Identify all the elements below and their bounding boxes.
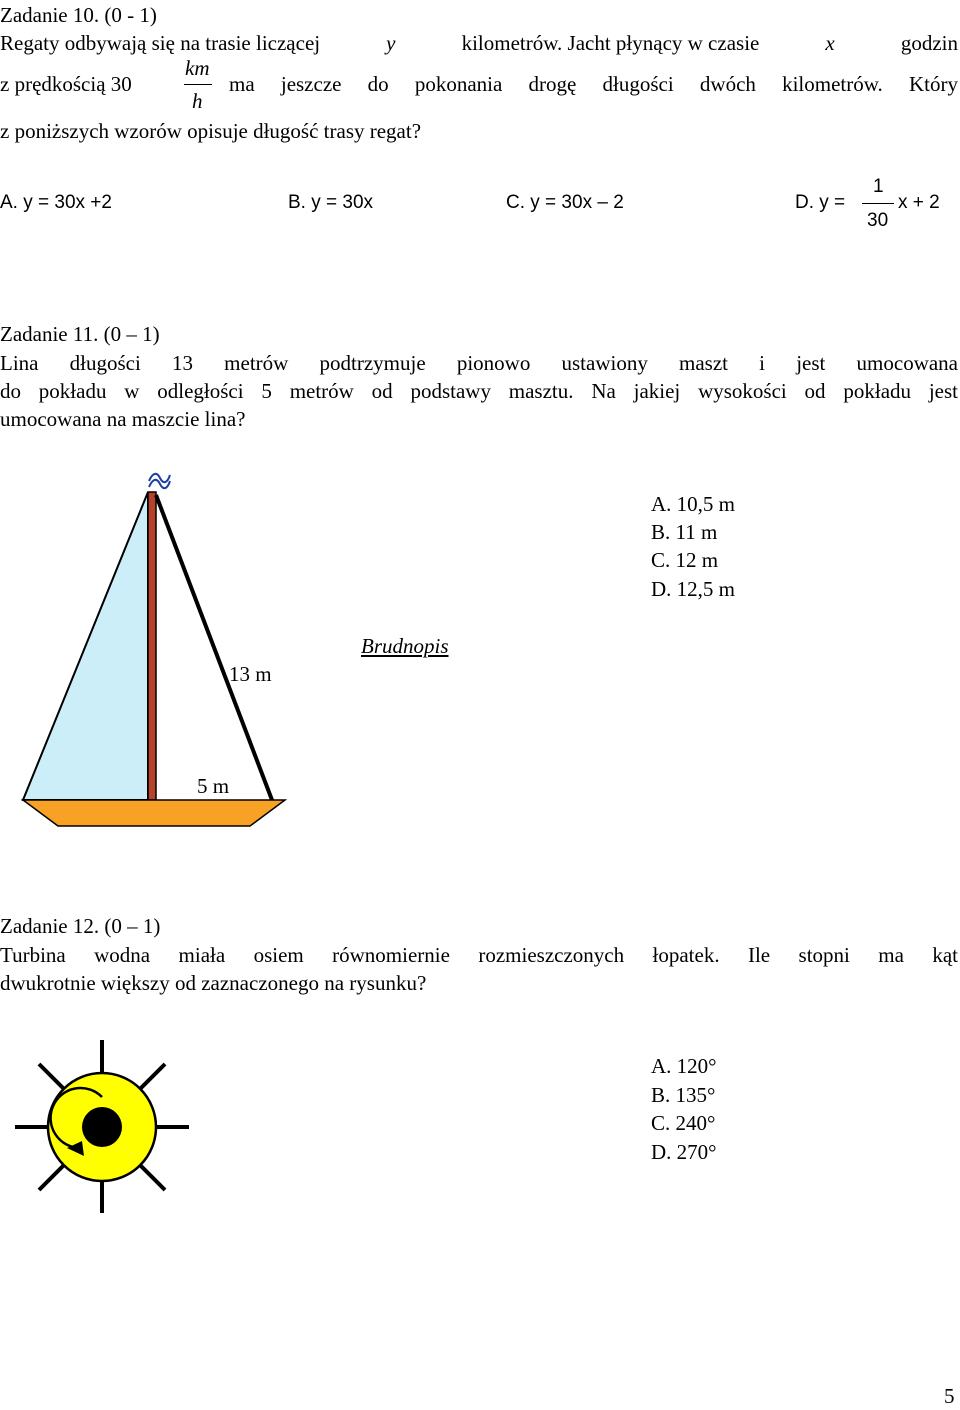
task12-answer-d: D. 270° [651,1140,717,1164]
task10-line1-c: godzin [900,31,958,55]
task10-line1-a: Regaty odbywają się na trasie liczącej [0,31,321,55]
task10-line2-b: ma jeszcze do pokonania drogę długości dwóch kilometrów. Który [229,72,958,96]
task10-unit-numerator: km [185,56,210,80]
task10-line1-b: kilometrów. Jacht płynący w czasie [461,31,760,55]
task12-line2: dwukrotnie większy od zaznaczonego na rysunku? [0,971,427,995]
task12-title: Zadanie 12. (0 – 1) [0,914,161,938]
task11-line3: umocowana na maszcie lina? [0,407,246,431]
task10-option-d-denominator: 30 [867,210,889,231]
task12-answer-a: A. 120° [651,1054,717,1078]
task12-line1: Turbina wodna miała osiem równomiernie rozmieszczonych łopatek. Ile stopni ma kąt [0,943,958,967]
task11-title: Zadanie 11. (0 – 1) [0,322,160,346]
task10-line2-a: z prędkością 30 [0,72,132,96]
base-distance-label: 5 m [197,774,230,798]
task10-var-y: y [386,31,396,55]
turbine-hub [82,1107,122,1147]
task11-line1: Lina długości 13 metrów podtrzymuje pionowo ustawiony maszt i jest umocowana [0,351,958,375]
task10-title: Zadanie 10. (0 - 1) [0,3,157,27]
task11-answer-b: B. 11 m [651,520,718,544]
task10-option-d-prefix: D. y = [795,192,846,213]
task11-answer-d: D. 12,5 m [651,577,735,601]
task11-answer-c: C. 12 m [651,548,719,572]
draft-label: Brudnopis [361,634,449,658]
task12-answer-c: C. 240° [651,1111,716,1135]
task10-option-d-numerator: 1 [873,176,884,197]
rope-length-label: 13 m [229,662,272,686]
task10-var-x: x [825,31,835,55]
task10-option-c: C. y = 30x – 2 [506,192,624,213]
task10-option-a: A. y = 30x +2 [0,192,112,213]
page-number: 5 [944,1384,955,1408]
task10-option-d-suffix: x + 2 [898,192,940,213]
task12-answer-b: B. 135° [651,1083,716,1107]
task10-option-b: B. y = 30x [288,192,374,213]
task11-line2: do pokładu w odległości 5 metrów od podstawy masztu. Na jakiej wysokości od pokładu jest [0,379,958,403]
task10-line3: z poniższych wzorów opisuje długość trasy regat? [0,119,422,143]
task10-unit-denominator: h [192,89,203,113]
task11-answer-a: A. 10,5 m [651,492,735,516]
